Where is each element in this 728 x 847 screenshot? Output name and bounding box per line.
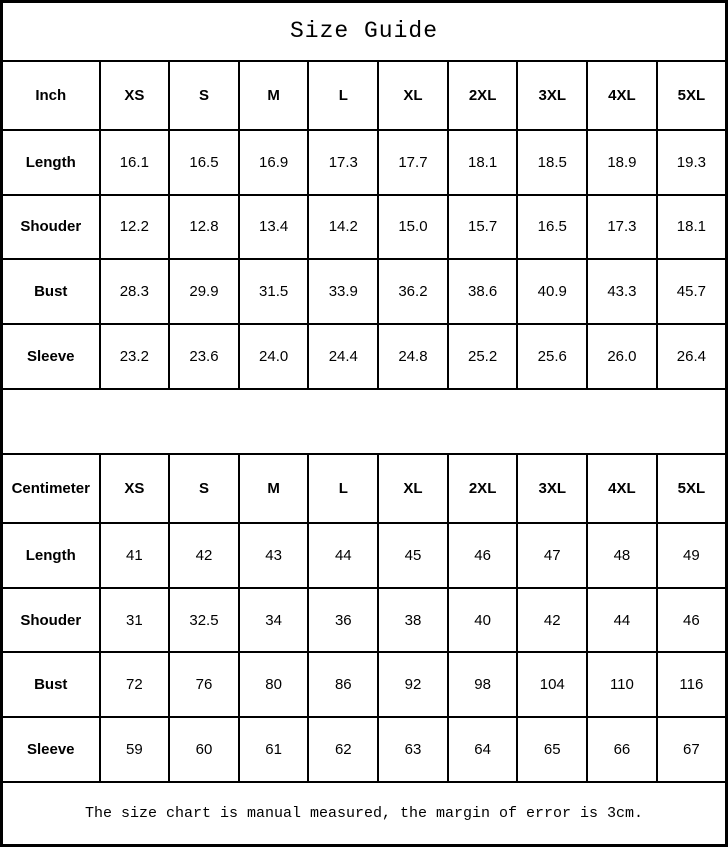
size-col-header-2xl: 2XL <box>448 454 518 523</box>
size-col-header-5xl: 5XL <box>657 454 727 523</box>
row-label: Shouder <box>2 588 100 653</box>
row-label: Bust <box>2 652 100 717</box>
cm-shouder-row <box>2 588 727 653</box>
size-col-header-3xl: 3XL <box>517 454 587 523</box>
value-cell: 25.2 <box>448 324 518 389</box>
value-cell: 67 <box>657 717 727 782</box>
value-cell: 23.6 <box>169 324 239 389</box>
spacer-cell <box>2 389 727 454</box>
value-cell: 36 <box>308 588 378 653</box>
row-label: Sleeve <box>2 324 100 389</box>
value-cell: 15.0 <box>378 195 448 260</box>
size-col-header-m: M <box>239 454 309 523</box>
inch-header-row <box>2 61 727 130</box>
value-cell: 62 <box>308 717 378 782</box>
value-cell: 17.3 <box>587 195 657 260</box>
value-cell: 43.3 <box>587 259 657 324</box>
cm-unit-label: Centimeter <box>2 454 100 523</box>
value-cell: 46 <box>657 588 727 653</box>
value-cell: 12.2 <box>100 195 170 260</box>
inch-length-row <box>2 130 727 195</box>
value-cell: 42 <box>169 523 239 588</box>
row-label: Sleeve <box>2 717 100 782</box>
value-cell: 48 <box>587 523 657 588</box>
value-cell: 98 <box>448 652 518 717</box>
value-cell: 14.2 <box>308 195 378 260</box>
value-cell: 45.7 <box>657 259 727 324</box>
value-cell: 13.4 <box>239 195 309 260</box>
value-cell: 80 <box>239 652 309 717</box>
value-cell: 65 <box>517 717 587 782</box>
value-cell: 16.1 <box>100 130 170 195</box>
size-col-header-4xl: 4XL <box>587 61 657 130</box>
value-cell: 61 <box>239 717 309 782</box>
size-col-header-xs: XS <box>100 61 170 130</box>
size-col-header-l: L <box>308 61 378 130</box>
value-cell: 60 <box>169 717 239 782</box>
cm-length-row <box>2 523 727 588</box>
value-cell: 116 <box>657 652 727 717</box>
row-label: Shouder <box>2 195 100 260</box>
value-cell: 32.5 <box>169 588 239 653</box>
value-cell: 16.5 <box>169 130 239 195</box>
size-col-header-l: L <box>308 454 378 523</box>
footer-row <box>2 782 727 845</box>
size-col-header-s: S <box>169 61 239 130</box>
value-cell: 104 <box>517 652 587 717</box>
value-cell: 46 <box>448 523 518 588</box>
value-cell: 45 <box>378 523 448 588</box>
size-col-header-3xl: 3XL <box>517 61 587 130</box>
page-title: Size Guide <box>2 2 727 61</box>
value-cell: 72 <box>100 652 170 717</box>
value-cell: 41 <box>100 523 170 588</box>
value-cell: 17.3 <box>308 130 378 195</box>
size-col-header-s: S <box>169 454 239 523</box>
footer-note: The size chart is manual measured, the margin of error is 3cm. <box>2 782 727 845</box>
inch-sleeve-row <box>2 324 727 389</box>
cm-header-row <box>2 454 727 523</box>
value-cell: 49 <box>657 523 727 588</box>
cm-bust-row <box>2 652 727 717</box>
value-cell: 24.8 <box>378 324 448 389</box>
value-cell: 15.7 <box>448 195 518 260</box>
value-cell: 33.9 <box>308 259 378 324</box>
value-cell: 28.3 <box>100 259 170 324</box>
size-col-header-xl: XL <box>378 454 448 523</box>
value-cell: 31.5 <box>239 259 309 324</box>
inch-unit-label: Inch <box>2 61 100 130</box>
value-cell: 36.2 <box>378 259 448 324</box>
value-cell: 24.4 <box>308 324 378 389</box>
value-cell: 26.0 <box>587 324 657 389</box>
spacer-row <box>2 389 727 454</box>
cm-sleeve-row <box>2 717 727 782</box>
value-cell: 18.1 <box>448 130 518 195</box>
value-cell: 12.8 <box>169 195 239 260</box>
value-cell: 17.7 <box>378 130 448 195</box>
value-cell: 40.9 <box>517 259 587 324</box>
value-cell: 23.2 <box>100 324 170 389</box>
value-cell: 25.6 <box>517 324 587 389</box>
value-cell: 47 <box>517 523 587 588</box>
row-label: Bust <box>2 259 100 324</box>
value-cell: 110 <box>587 652 657 717</box>
row-label: Length <box>2 523 100 588</box>
value-cell: 64 <box>448 717 518 782</box>
inch-shouder-row <box>2 195 727 260</box>
value-cell: 76 <box>169 652 239 717</box>
value-cell: 86 <box>308 652 378 717</box>
value-cell: 43 <box>239 523 309 588</box>
value-cell: 16.9 <box>239 130 309 195</box>
value-cell: 16.5 <box>517 195 587 260</box>
value-cell: 31 <box>100 588 170 653</box>
value-cell: 42 <box>517 588 587 653</box>
value-cell: 24.0 <box>239 324 309 389</box>
row-label: Length <box>2 130 100 195</box>
size-col-header-4xl: 4XL <box>587 454 657 523</box>
value-cell: 19.3 <box>657 130 727 195</box>
value-cell: 92 <box>378 652 448 717</box>
value-cell: 40 <box>448 588 518 653</box>
size-col-header-xl: XL <box>378 61 448 130</box>
size-col-header-5xl: 5XL <box>657 61 727 130</box>
value-cell: 63 <box>378 717 448 782</box>
value-cell: 44 <box>587 588 657 653</box>
value-cell: 38 <box>378 588 448 653</box>
value-cell: 26.4 <box>657 324 727 389</box>
value-cell: 29.9 <box>169 259 239 324</box>
value-cell: 66 <box>587 717 657 782</box>
value-cell: 34 <box>239 588 309 653</box>
inch-bust-row <box>2 259 727 324</box>
title-row <box>2 2 727 61</box>
value-cell: 59 <box>100 717 170 782</box>
value-cell: 18.5 <box>517 130 587 195</box>
value-cell: 38.6 <box>448 259 518 324</box>
size-col-header-m: M <box>239 61 309 130</box>
value-cell: 44 <box>308 523 378 588</box>
size-col-header-xs: XS <box>100 454 170 523</box>
size-col-header-2xl: 2XL <box>448 61 518 130</box>
value-cell: 18.9 <box>587 130 657 195</box>
value-cell: 18.1 <box>657 195 727 260</box>
